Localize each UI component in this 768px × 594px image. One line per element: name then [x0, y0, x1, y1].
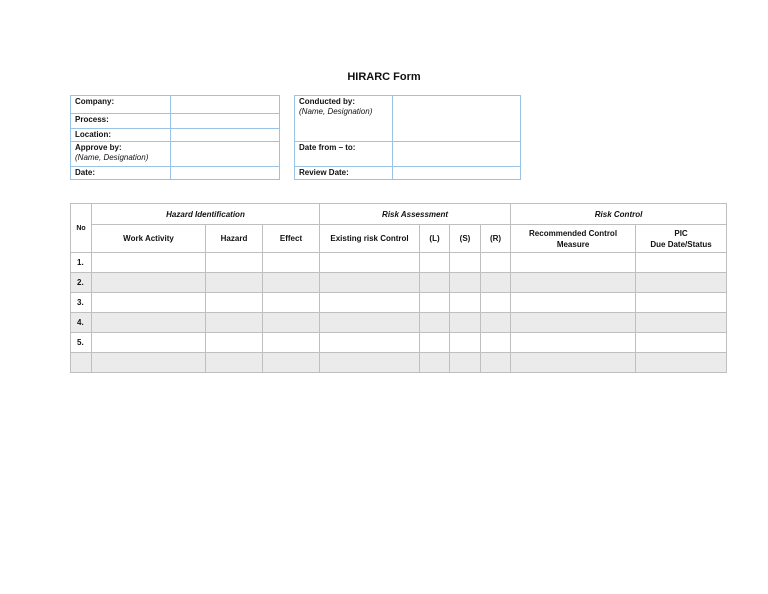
table-cell[interactable] — [420, 273, 450, 293]
hazard-identification-header: Hazard Identification — [92, 204, 320, 225]
table-row — [71, 273, 727, 293]
table-cell[interactable] — [92, 313, 206, 333]
table-cell[interactable] — [320, 293, 420, 313]
table-cell[interactable] — [263, 313, 320, 333]
table-cell[interactable] — [636, 333, 727, 353]
row-number — [71, 353, 92, 373]
table-cell[interactable] — [481, 353, 511, 373]
table-cell[interactable] — [320, 353, 420, 373]
table-cell[interactable] — [92, 273, 206, 293]
table-cell[interactable] — [420, 333, 450, 353]
row-number: 5. — [71, 333, 92, 353]
risk-assessment-header: Risk Assessment — [320, 204, 511, 225]
table-cell[interactable] — [92, 253, 206, 273]
table-cell[interactable] — [481, 293, 511, 313]
table-cell[interactable] — [511, 293, 636, 313]
conducted-by-label — [295, 96, 393, 142]
table-row — [71, 353, 727, 373]
row-number: 4. — [71, 313, 92, 333]
approve-by-sublabel: (Name, Designation) — [75, 153, 149, 162]
table-cell[interactable] — [206, 333, 263, 353]
table-cell[interactable] — [420, 253, 450, 273]
table-row — [71, 333, 727, 353]
likelihood-header: (L) — [420, 225, 450, 253]
effect-header: Effect — [263, 225, 320, 253]
table-cell[interactable] — [206, 313, 263, 333]
table-cell[interactable] — [92, 333, 206, 353]
approve-by-label-text: Approve by: — [75, 143, 122, 152]
table-cell[interactable] — [481, 273, 511, 293]
approve-by-label — [71, 142, 171, 167]
info-table — [70, 95, 521, 180]
table-cell[interactable] — [320, 333, 420, 353]
table-cell[interactable] — [320, 273, 420, 293]
conducted-by-label-text: Conducted by: — [299, 97, 355, 106]
table-cell[interactable] — [481, 253, 511, 273]
table-cell[interactable] — [511, 333, 636, 353]
table-cell[interactable] — [92, 353, 206, 373]
table-cell[interactable] — [481, 333, 511, 353]
row-number: 3. — [71, 293, 92, 313]
table-cell[interactable] — [420, 353, 450, 373]
risk-control-header: Risk Control — [511, 204, 727, 225]
table-cell[interactable] — [263, 253, 320, 273]
conducted-by-sublabel: (Name, Designation) — [299, 107, 373, 116]
table-cell[interactable] — [206, 293, 263, 313]
table-cell[interactable] — [636, 313, 727, 333]
date-label: Date: — [71, 167, 171, 180]
table-cell[interactable] — [92, 293, 206, 313]
table-cell[interactable] — [450, 253, 481, 273]
table-cell[interactable] — [263, 353, 320, 373]
table-cell[interactable] — [636, 253, 727, 273]
table-cell[interactable] — [450, 333, 481, 353]
table-row — [71, 313, 727, 333]
hirarc-table — [70, 203, 727, 373]
table-cell[interactable] — [263, 293, 320, 313]
table-cell[interactable] — [511, 313, 636, 333]
table-cell[interactable] — [450, 293, 481, 313]
table-cell[interactable] — [263, 273, 320, 293]
existing-risk-control-header: Existing risk Control — [320, 225, 420, 253]
table-cell[interactable] — [320, 313, 420, 333]
no-header: No — [71, 204, 92, 253]
process-label: Process: — [71, 114, 171, 129]
table-cell[interactable] — [206, 273, 263, 293]
review-date-field[interactable] — [393, 167, 521, 180]
table-cell[interactable] — [420, 293, 450, 313]
severity-header: (S) — [450, 225, 481, 253]
table-cell[interactable] — [511, 273, 636, 293]
date-range-label: Date from – to: — [295, 142, 393, 167]
location-label: Location: — [71, 129, 171, 142]
table-cell[interactable] — [206, 353, 263, 373]
company-field[interactable] — [171, 96, 280, 114]
work-activity-header: Work Activity — [92, 225, 206, 253]
table-row — [71, 253, 727, 273]
table-cell[interactable] — [450, 353, 481, 373]
process-field[interactable] — [171, 114, 280, 129]
pic-header — [636, 225, 727, 253]
row-number: 1. — [71, 253, 92, 273]
form-title: HIRARC Form — [347, 71, 421, 83]
recommended-control-header: Recommended Control Measure — [511, 225, 636, 253]
date-range-field[interactable] — [393, 142, 521, 167]
table-cell[interactable] — [481, 313, 511, 333]
company-label: Company: — [71, 96, 171, 114]
table-cell[interactable] — [450, 313, 481, 333]
table-cell[interactable] — [636, 273, 727, 293]
approve-by-field[interactable] — [171, 142, 280, 167]
table-cell[interactable] — [263, 333, 320, 353]
row-number: 2. — [71, 273, 92, 293]
table-cell[interactable] — [636, 353, 727, 373]
table-row — [71, 293, 727, 313]
pic-header-line2: Due Date/Status — [650, 239, 712, 249]
table-cell[interactable] — [450, 273, 481, 293]
date-field[interactable] — [171, 167, 280, 180]
review-date-label: Review Date: — [295, 167, 393, 180]
location-field[interactable] — [171, 129, 280, 142]
table-cell[interactable] — [206, 253, 263, 273]
table-cell[interactable] — [511, 253, 636, 273]
hazard-header: Hazard — [206, 225, 263, 253]
table-cell[interactable] — [420, 313, 450, 333]
conducted-by-field[interactable] — [393, 96, 521, 142]
risk-header: (R) — [481, 225, 511, 253]
table-cell[interactable] — [636, 293, 727, 313]
pic-header-line1: PIC — [674, 228, 688, 238]
table-cell[interactable] — [320, 253, 420, 273]
table-cell[interactable] — [511, 353, 636, 373]
